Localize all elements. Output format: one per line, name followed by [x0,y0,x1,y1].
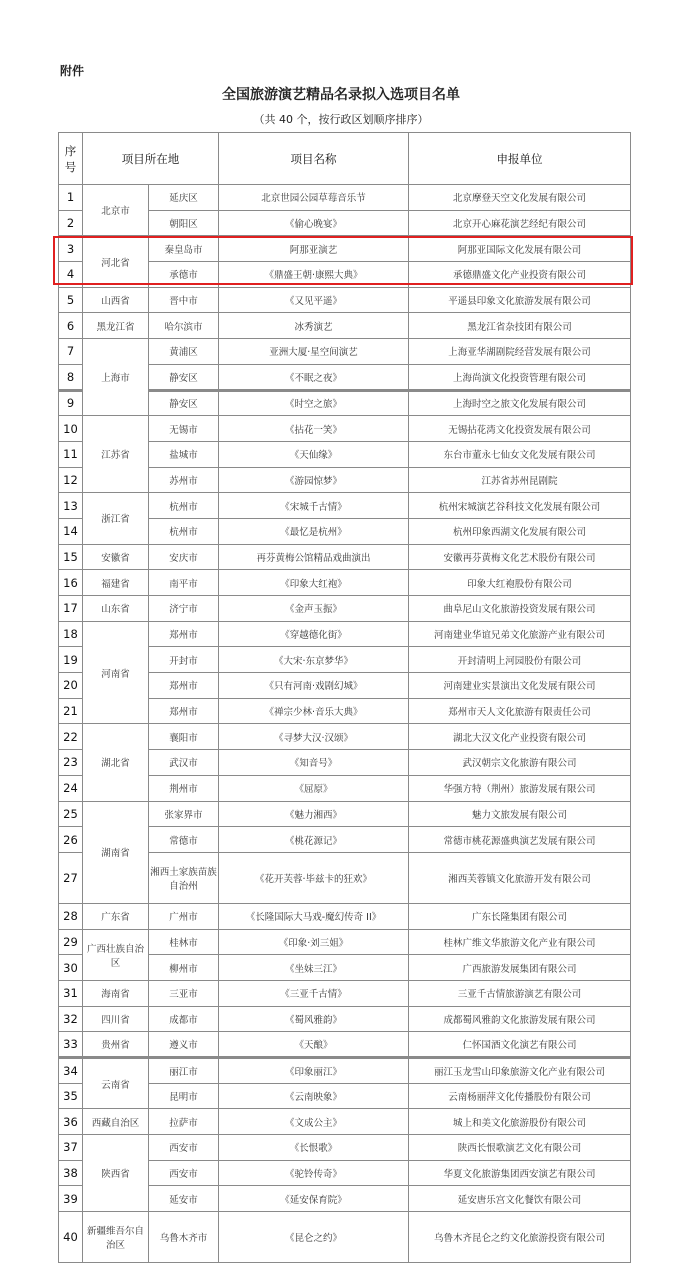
header-no: 序号 [59,133,83,185]
project-name-cell: 《只有河南·戏剧幻城》 [219,673,409,699]
table-row [59,493,631,519]
row-number: 27 [59,852,83,903]
attachment-label: 附件 [60,64,85,78]
unit-cell: 北京开心麻花演艺经纪有限公司 [409,210,631,236]
unit-cell: 阿那亚国际文化发展有限公司 [409,236,631,262]
table-row [59,1032,631,1058]
province-cell: 湖南省 [83,801,149,903]
table-row [59,621,631,647]
unit-cell: 湘西芙蓉镇文化旅游开发有限公司 [409,852,631,903]
row-number: 20 [59,673,83,699]
row-number: 17 [59,596,83,622]
province-cell: 陕西省 [83,1135,149,1212]
city-cell: 南平市 [149,570,219,596]
project-name-cell: 《印象·刘三姐》 [219,929,409,955]
city-cell: 西安市 [149,1160,219,1186]
row-number: 18 [59,621,83,647]
row-number: 35 [59,1083,83,1109]
city-cell: 成都市 [149,1006,219,1032]
table-row [59,1109,631,1135]
project-name-cell: 《鼎盛王朝·康熙大典》 [219,262,409,288]
unit-cell: 广西旅游发展集团有限公司 [409,955,631,981]
table-row [59,313,631,339]
city-cell: 郑州市 [149,698,219,724]
unit-cell: 东台市董永七仙女文化发展有限公司 [409,441,631,467]
row-number: 15 [59,544,83,570]
table-row [59,801,631,827]
unit-cell: 杭州印象西湖文化发展有限公司 [409,518,631,544]
table-row [59,570,631,596]
unit-cell: 安徽再芬黄梅文化艺术股份有限公司 [409,544,631,570]
province-cell: 四川省 [83,1006,149,1032]
unit-cell: 陕西长恨歌演艺文化有限公司 [409,1135,631,1161]
city-cell: 郑州市 [149,673,219,699]
project-name-cell: 《魅力湘西》 [219,801,409,827]
city-cell: 遵义市 [149,1032,219,1058]
row-number: 33 [59,1032,83,1058]
province-cell: 上海市 [83,339,149,416]
city-cell: 无锡市 [149,416,219,442]
unit-cell: 无锡拈花湾文化投资发展有限公司 [409,416,631,442]
unit-cell: 丽江玉龙雪山印象旅游文化产业有限公司 [409,1058,631,1084]
city-cell: 丽江市 [149,1058,219,1084]
province-cell: 河北省 [83,236,149,287]
city-cell: 安庆市 [149,544,219,570]
table-row [59,185,631,211]
project-name-cell: 《时空之旅》 [219,390,409,416]
province-cell: 湖北省 [83,724,149,801]
city-cell: 静安区 [149,364,219,390]
unit-cell: 城上和美文化旅游股份有限公司 [409,1109,631,1135]
project-name-cell: 《禅宗少林·音乐大典》 [219,698,409,724]
row-number: 39 [59,1186,83,1212]
unit-cell: 华强方特（荆州）旅游发展有限公司 [409,775,631,801]
project-name-cell: 《大宋·东京梦华》 [219,647,409,673]
unit-cell: 云南杨丽萍文化传播股份有限公司 [409,1083,631,1109]
unit-cell: 广东长隆集团有限公司 [409,903,631,929]
project-name-cell: 《印象大红袍》 [219,570,409,596]
city-cell: 三亚市 [149,980,219,1006]
project-name-cell: 《印象丽江》 [219,1058,409,1084]
row-number: 31 [59,980,83,1006]
table-row [59,980,631,1006]
city-cell: 西安市 [149,1135,219,1161]
row-number: 16 [59,570,83,596]
project-name-cell: 阿那亚演艺 [219,236,409,262]
city-cell: 哈尔滨市 [149,313,219,339]
row-number: 36 [59,1109,83,1135]
project-name-cell: 再芬黄梅公馆精品戏曲演出 [219,544,409,570]
row-number: 14 [59,518,83,544]
row-number: 13 [59,493,83,519]
unit-cell: 仁怀国酒文化演艺有限公司 [409,1032,631,1058]
project-name-cell: 北京世园公园草莓音乐节 [219,185,409,211]
row-number: 2 [59,210,83,236]
province-cell: 山西省 [83,287,149,313]
unit-cell: 北京摩登天空文化发展有限公司 [409,185,631,211]
city-cell: 苏州市 [149,467,219,493]
unit-cell: 郑州市天人文化旅游有限责任公司 [409,698,631,724]
row-number: 37 [59,1135,83,1161]
project-name-cell: 《屈原》 [219,775,409,801]
project-table [58,132,631,1263]
city-cell: 柳州市 [149,955,219,981]
row-number: 3 [59,236,83,262]
province-cell: 广西壮族自治区 [83,929,149,980]
city-cell: 常德市 [149,827,219,853]
project-name-cell: 《寻梦大汉·汉颂》 [219,724,409,750]
table-row [59,339,631,365]
unit-cell: 河南建业华谊兄弟文化旅游产业有限公司 [409,621,631,647]
table-row [59,416,631,442]
unit-cell: 湖北大汉文化产业投资有限公司 [409,724,631,750]
table-row [59,1212,631,1263]
province-cell: 福建省 [83,570,149,596]
row-number: 40 [59,1212,83,1263]
row-number: 38 [59,1160,83,1186]
city-cell: 拉萨市 [149,1109,219,1135]
unit-cell: 开封清明上河园股份有限公司 [409,647,631,673]
project-name-cell: 《长恨歌》 [219,1135,409,1161]
document-title: 全国旅游演艺精品名录拟入选项目名单 [222,87,460,103]
project-name-cell: 《长隆国际大马戏-魔幻传奇 II》 [219,903,409,929]
row-number: 32 [59,1006,83,1032]
unit-cell: 成都蜀风雅韵文化旅游发展有限公司 [409,1006,631,1032]
unit-cell: 魅力文旅发展有限公司 [409,801,631,827]
city-cell: 静安区 [149,390,219,416]
unit-cell: 三亚千古情旅游演艺有限公司 [409,980,631,1006]
table-row [59,1135,631,1161]
row-number: 25 [59,801,83,827]
project-name-cell: 《三亚千古情》 [219,980,409,1006]
project-name-cell: 《桃花源记》 [219,827,409,853]
table-row [59,596,631,622]
city-cell: 襄阳市 [149,724,219,750]
project-name-cell: 亚洲大厦·星空间演艺 [219,339,409,365]
header-location: 项目所在地 [83,133,219,185]
row-number: 11 [59,441,83,467]
city-cell: 昆明市 [149,1083,219,1109]
project-name-cell: 《最忆是杭州》 [219,518,409,544]
row-number: 6 [59,313,83,339]
header-unit: 申报单位 [409,133,631,185]
unit-cell: 承德鼎盛文化产业投资有限公司 [409,262,631,288]
project-name-cell: 《不眠之夜》 [219,364,409,390]
unit-cell: 曲阜尼山文化旅游投资发展有限公司 [409,596,631,622]
province-cell: 贵州省 [83,1032,149,1058]
unit-cell: 桂林广维文华旅游文化产业有限公司 [409,929,631,955]
row-number: 29 [59,929,83,955]
province-cell: 河南省 [83,621,149,724]
document-subtitle: （共 40 个，按行政区划顺序排序） [253,113,429,126]
row-number: 7 [59,339,83,365]
header-name: 项目名称 [219,133,409,185]
city-cell: 郑州市 [149,621,219,647]
province-cell: 山东省 [83,596,149,622]
highlight-box [53,236,633,285]
project-name-cell: 《天酿》 [219,1032,409,1058]
table-row [59,903,631,929]
city-cell: 承德市 [149,262,219,288]
row-number: 22 [59,724,83,750]
project-name-cell: 《文成公主》 [219,1109,409,1135]
row-number: 23 [59,750,83,776]
unit-cell: 华夏文化旅游集团西安演艺有限公司 [409,1160,631,1186]
row-number: 8 [59,364,83,390]
province-cell: 北京市 [83,185,149,236]
unit-cell: 上海尚演文化投资管理有限公司 [409,364,631,390]
unit-cell: 常德市桃花源盛典演艺发展有限公司 [409,827,631,853]
unit-cell: 平遥县印象文化旅游发展有限公司 [409,287,631,313]
city-cell: 延安市 [149,1186,219,1212]
unit-cell: 乌鲁木齐昆仑之约文化旅游投资有限公司 [409,1212,631,1263]
project-name-cell: 冰秀演艺 [219,313,409,339]
row-number: 34 [59,1058,83,1084]
row-number: 12 [59,467,83,493]
project-name-cell: 《花开芙蓉·毕兹卡的狂欢》 [219,852,409,903]
project-name-cell: 《延安保育院》 [219,1186,409,1212]
city-cell: 盐城市 [149,441,219,467]
table-row [59,287,631,313]
province-cell: 云南省 [83,1058,149,1109]
province-cell: 黑龙江省 [83,313,149,339]
project-name-cell: 《知音号》 [219,750,409,776]
province-cell: 安徽省 [83,544,149,570]
unit-cell: 上海时空之旅文化发展有限公司 [409,390,631,416]
project-name-cell: 《蜀风雅韵》 [219,1006,409,1032]
province-cell: 浙江省 [83,493,149,544]
city-cell: 湘西土家族苗族自治州 [149,852,219,903]
unit-cell: 武汉朝宗文化旅游有限公司 [409,750,631,776]
row-number: 9 [59,390,83,416]
city-cell: 乌鲁木齐市 [149,1212,219,1263]
unit-cell: 黑龙江省杂技团有限公司 [409,313,631,339]
project-name-cell: 《云南映象》 [219,1083,409,1109]
table-row [59,929,631,955]
province-cell: 江苏省 [83,416,149,493]
unit-cell: 印象大红袍股份有限公司 [409,570,631,596]
project-name-cell: 《驼铃传奇》 [219,1160,409,1186]
project-name-cell: 《游园惊梦》 [219,467,409,493]
table-row [59,1006,631,1032]
unit-cell: 江苏省苏州昆剧院 [409,467,631,493]
city-cell: 杭州市 [149,518,219,544]
row-number: 26 [59,827,83,853]
row-number: 10 [59,416,83,442]
table-row [59,544,631,570]
row-number: 19 [59,647,83,673]
city-cell: 秦皇岛市 [149,236,219,262]
city-cell: 延庆区 [149,185,219,211]
row-number: 5 [59,287,83,313]
city-cell: 杭州市 [149,493,219,519]
city-cell: 广州市 [149,903,219,929]
project-name-cell: 《偷心晚宴》 [219,210,409,236]
project-name-cell: 《天仙缘》 [219,441,409,467]
unit-cell: 河南建业实景演出文化发展有限公司 [409,673,631,699]
table-header-row [59,133,631,185]
city-cell: 朝阳区 [149,210,219,236]
province-cell: 新疆维吾尔自治区 [83,1212,149,1263]
row-number: 28 [59,903,83,929]
unit-cell: 杭州宋城演艺谷科技文化发展有限公司 [409,493,631,519]
project-name-cell: 《金声玉振》 [219,596,409,622]
project-name-cell: 《穿越德化街》 [219,621,409,647]
project-name-cell: 《宋城千古情》 [219,493,409,519]
project-name-cell: 《又见平遥》 [219,287,409,313]
row-number: 24 [59,775,83,801]
row-number: 21 [59,698,83,724]
city-cell: 晋中市 [149,287,219,313]
city-cell: 开封市 [149,647,219,673]
province-cell: 海南省 [83,980,149,1006]
city-cell: 黄浦区 [149,339,219,365]
unit-cell: 上海亚华湖剧院经营发展有限公司 [409,339,631,365]
city-cell: 荆州市 [149,775,219,801]
row-number: 30 [59,955,83,981]
row-number: 1 [59,185,83,211]
unit-cell: 延安唐乐宫文化餐饮有限公司 [409,1186,631,1212]
city-cell: 武汉市 [149,750,219,776]
project-name-cell: 《昆仑之约》 [219,1212,409,1263]
project-name-cell: 《拈花一笑》 [219,416,409,442]
project-name-cell: 《坐妹三江》 [219,955,409,981]
table-row [59,1058,631,1084]
city-cell: 济宁市 [149,596,219,622]
city-cell: 桂林市 [149,929,219,955]
city-cell: 张家界市 [149,801,219,827]
table-row [59,724,631,750]
row-number: 4 [59,262,83,288]
province-cell: 广东省 [83,903,149,929]
province-cell: 西藏自治区 [83,1109,149,1135]
